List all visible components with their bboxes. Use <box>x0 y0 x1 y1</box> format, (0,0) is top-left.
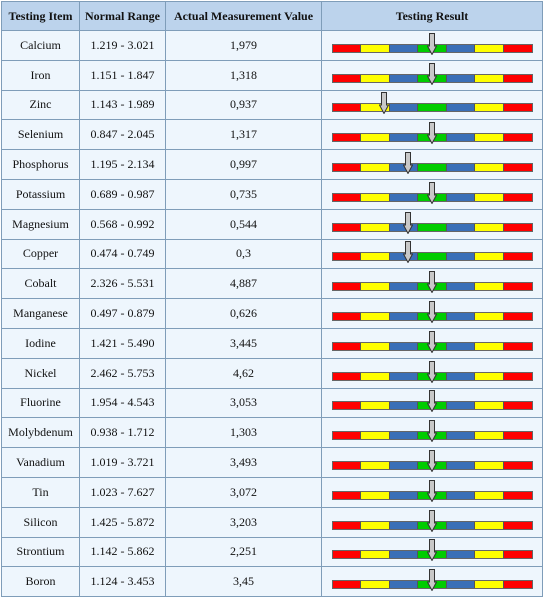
table-row <box>2 537 543 567</box>
measurement-value-cell: 3,053 <box>166 388 322 418</box>
testing-result-cell <box>322 60 543 90</box>
result-scale <box>332 539 533 564</box>
scale-segment <box>503 224 532 231</box>
testing-result-cell <box>322 328 543 358</box>
scale-segment <box>474 522 503 529</box>
scale-segment <box>474 581 503 588</box>
result-scale <box>332 390 533 415</box>
table-row <box>2 209 543 239</box>
table-row <box>2 507 543 537</box>
scale-segment <box>389 343 418 350</box>
scale-segment <box>503 75 532 82</box>
normal-range-cell: 0.938 - 1.712 <box>80 418 166 448</box>
scale-segment <box>474 343 503 350</box>
scale-segment <box>446 522 475 529</box>
table-row <box>2 477 543 507</box>
table-row <box>2 299 543 329</box>
scale-segment <box>446 283 475 290</box>
scale-segment <box>474 194 503 201</box>
results-table-container <box>1 1 542 598</box>
result-scale <box>332 450 533 475</box>
scale-segment <box>474 402 503 409</box>
scale-segment <box>360 283 389 290</box>
testing-item-cell: Cobalt <box>2 269 80 299</box>
scale-segment <box>360 492 389 499</box>
down-arrow-icon <box>427 301 437 323</box>
down-arrow-icon <box>427 271 437 293</box>
normal-range-cell: 0.847 - 2.045 <box>80 120 166 150</box>
scale-segment <box>474 45 503 52</box>
scale-segment <box>389 432 418 439</box>
measurement-value-cell: 2,251 <box>166 537 322 567</box>
measurement-value-cell: 1,317 <box>166 120 322 150</box>
scale-segment <box>389 551 418 558</box>
scale-segment <box>474 373 503 380</box>
measurement-value-cell: 3,45 <box>166 567 322 597</box>
scale-segment <box>503 313 532 320</box>
measurement-value-cell: 4,62 <box>166 358 322 388</box>
measurement-value-cell: 0,735 <box>166 179 322 209</box>
scale-segment <box>360 134 389 141</box>
result-scale <box>332 182 533 207</box>
result-scale <box>332 241 533 266</box>
down-arrow-icon <box>403 212 413 234</box>
scale-segment <box>389 134 418 141</box>
normal-range-cell: 0.474 - 0.749 <box>80 239 166 269</box>
testing-result-cell <box>322 418 543 448</box>
down-arrow-icon <box>427 33 437 55</box>
normal-range-cell: 0.497 - 0.879 <box>80 299 166 329</box>
scale-segment <box>333 45 361 52</box>
scale-segment <box>389 522 418 529</box>
header-testing-result: Testing Result <box>322 2 543 31</box>
scale-segment <box>474 75 503 82</box>
scale-segment <box>446 75 475 82</box>
scale-segment <box>333 224 361 231</box>
scale-segment <box>389 462 418 469</box>
testing-item-cell: Iron <box>2 60 80 90</box>
table-row <box>2 179 543 209</box>
testing-result-cell <box>322 209 543 239</box>
scale-segment <box>503 253 532 260</box>
scale-segment <box>474 492 503 499</box>
result-scale <box>332 33 533 58</box>
testing-item-cell: Molybdenum <box>2 418 80 448</box>
scale-segment <box>503 343 532 350</box>
normal-range-cell: 1.195 - 2.134 <box>80 150 166 180</box>
testing-result-cell <box>322 388 543 418</box>
scale-segment <box>503 164 532 171</box>
scale-segment <box>446 194 475 201</box>
testing-result-cell <box>322 299 543 329</box>
scale-segment <box>446 224 475 231</box>
scale-segment <box>333 402 361 409</box>
measurement-value-cell: 0,626 <box>166 299 322 329</box>
measurement-value-cell: 3,072 <box>166 477 322 507</box>
normal-range-cell: 1.421 - 5.490 <box>80 328 166 358</box>
testing-item-cell: Strontium <box>2 537 80 567</box>
scale-segment <box>474 462 503 469</box>
result-scale <box>332 212 533 237</box>
normal-range-cell: 1.151 - 1.847 <box>80 60 166 90</box>
result-scale <box>332 569 533 594</box>
scale-segment <box>503 283 532 290</box>
testing-result-cell <box>322 31 543 61</box>
testing-result-cell <box>322 448 543 478</box>
scale-segment <box>389 45 418 52</box>
testing-item-cell: Magnesium <box>2 209 80 239</box>
scale-segment <box>474 104 503 111</box>
scale-segment <box>360 313 389 320</box>
header-testing-item: Testing Item <box>2 2 80 31</box>
down-arrow-icon <box>427 510 437 532</box>
table-body <box>2 31 543 597</box>
testing-item-cell: Silicon <box>2 507 80 537</box>
scale-segment <box>446 402 475 409</box>
scale-segment <box>446 492 475 499</box>
scale-segment <box>503 462 532 469</box>
scale-segment <box>333 164 361 171</box>
scale-segment <box>389 313 418 320</box>
scale-segment <box>417 164 446 171</box>
down-arrow-icon <box>379 92 389 114</box>
scale-segment <box>446 581 475 588</box>
scale-segment <box>333 373 361 380</box>
scale-segment <box>360 164 389 171</box>
down-arrow-icon <box>427 450 437 472</box>
normal-range-cell: 1.019 - 3.721 <box>80 448 166 478</box>
scale-segment <box>360 522 389 529</box>
scale-segment <box>333 313 361 320</box>
table-row <box>2 358 543 388</box>
result-scale <box>332 420 533 445</box>
measurement-value-cell: 0,937 <box>166 90 322 120</box>
result-scale-bar <box>332 223 533 232</box>
down-arrow-icon <box>427 361 437 383</box>
table-row <box>2 388 543 418</box>
normal-range-cell: 2.326 - 5.531 <box>80 269 166 299</box>
normal-range-cell: 1.023 - 7.627 <box>80 477 166 507</box>
measurement-value-cell: 1,303 <box>166 418 322 448</box>
scale-segment <box>446 343 475 350</box>
scale-segment <box>474 224 503 231</box>
testing-item-cell: Phosphorus <box>2 150 80 180</box>
down-arrow-icon <box>427 331 437 353</box>
scale-segment <box>446 432 475 439</box>
normal-range-cell: 0.568 - 0.992 <box>80 209 166 239</box>
testing-result-cell <box>322 269 543 299</box>
scale-segment <box>360 75 389 82</box>
scale-segment <box>360 194 389 201</box>
scale-segment <box>333 551 361 558</box>
testing-item-cell: Copper <box>2 239 80 269</box>
table-row <box>2 60 543 90</box>
testing-item-cell: Vanadium <box>2 448 80 478</box>
scale-segment <box>503 492 532 499</box>
scale-segment <box>333 432 361 439</box>
table-row <box>2 120 543 150</box>
scale-segment <box>389 581 418 588</box>
testing-result-cell <box>322 358 543 388</box>
down-arrow-icon <box>427 122 437 144</box>
down-arrow-icon <box>403 152 413 174</box>
measurement-value-cell: 0,997 <box>166 150 322 180</box>
table-row <box>2 150 543 180</box>
testing-result-cell <box>322 239 543 269</box>
table-row <box>2 418 543 448</box>
result-scale <box>332 331 533 356</box>
table-row <box>2 90 543 120</box>
scale-segment <box>360 253 389 260</box>
scale-segment <box>389 402 418 409</box>
result-scale <box>332 301 533 326</box>
result-scale-bar <box>332 252 533 261</box>
testing-item-cell: Boron <box>2 567 80 597</box>
scale-segment <box>446 134 475 141</box>
down-arrow-icon <box>427 63 437 85</box>
scale-segment <box>333 343 361 350</box>
normal-range-cell: 1.219 - 3.021 <box>80 31 166 61</box>
down-arrow-icon <box>427 569 437 591</box>
testing-item-cell: Zinc <box>2 90 80 120</box>
down-arrow-icon <box>427 182 437 204</box>
scale-segment <box>474 283 503 290</box>
scale-segment <box>503 402 532 409</box>
scale-segment <box>333 194 361 201</box>
scale-segment <box>360 343 389 350</box>
scale-segment <box>474 313 503 320</box>
result-scale <box>332 361 533 386</box>
normal-range-cell: 2.462 - 5.753 <box>80 358 166 388</box>
result-scale-bar <box>332 163 533 172</box>
scale-segment <box>360 551 389 558</box>
normal-range-cell: 1.425 - 5.872 <box>80 507 166 537</box>
scale-segment <box>360 373 389 380</box>
scale-segment <box>360 432 389 439</box>
scale-segment <box>333 104 361 111</box>
result-scale <box>332 152 533 177</box>
table-header-row <box>2 2 543 31</box>
measurement-value-cell: 3,493 <box>166 448 322 478</box>
scale-segment <box>333 134 361 141</box>
scale-segment <box>446 462 475 469</box>
scale-segment <box>389 373 418 380</box>
table-row <box>2 269 543 299</box>
scale-segment <box>360 462 389 469</box>
scale-segment <box>417 224 446 231</box>
scale-segment <box>333 462 361 469</box>
result-scale <box>332 480 533 505</box>
scale-segment <box>333 581 361 588</box>
scale-segment <box>333 283 361 290</box>
down-arrow-icon <box>427 480 437 502</box>
table-row <box>2 31 543 61</box>
scale-segment <box>446 313 475 320</box>
testing-result-cell <box>322 120 543 150</box>
normal-range-cell: 0.689 - 0.987 <box>80 179 166 209</box>
measurement-value-cell: 3,445 <box>166 328 322 358</box>
normal-range-cell: 1.142 - 5.862 <box>80 537 166 567</box>
scale-segment <box>503 581 532 588</box>
testing-item-cell: Fluorine <box>2 388 80 418</box>
scale-segment <box>503 194 532 201</box>
scale-segment <box>446 164 475 171</box>
scale-segment <box>503 45 532 52</box>
scale-segment <box>333 492 361 499</box>
scale-segment <box>474 551 503 558</box>
testing-item-cell: Calcium <box>2 31 80 61</box>
scale-segment <box>503 373 532 380</box>
normal-range-cell: 1.124 - 3.453 <box>80 567 166 597</box>
testing-result-cell <box>322 179 543 209</box>
testing-results-table <box>1 1 543 597</box>
scale-segment <box>360 402 389 409</box>
scale-segment <box>446 45 475 52</box>
scale-segment <box>389 104 418 111</box>
testing-item-cell: Manganese <box>2 299 80 329</box>
scale-segment <box>333 522 361 529</box>
scale-segment <box>474 164 503 171</box>
table-row <box>2 239 543 269</box>
table-row <box>2 448 543 478</box>
measurement-value-cell: 4,887 <box>166 269 322 299</box>
header-normal-range: Normal Range <box>80 2 166 31</box>
scale-segment <box>503 522 532 529</box>
measurement-value-cell: 1,979 <box>166 31 322 61</box>
testing-result-cell <box>322 507 543 537</box>
scale-segment <box>417 253 446 260</box>
normal-range-cell: 1.143 - 1.989 <box>80 90 166 120</box>
testing-result-cell <box>322 477 543 507</box>
result-scale <box>332 63 533 88</box>
table-row <box>2 328 543 358</box>
testing-item-cell: Selenium <box>2 120 80 150</box>
scale-segment <box>360 581 389 588</box>
testing-item-cell: Iodine <box>2 328 80 358</box>
down-arrow-icon <box>427 390 437 412</box>
measurement-value-cell: 1,318 <box>166 60 322 90</box>
testing-result-cell <box>322 90 543 120</box>
result-scale <box>332 92 533 117</box>
down-arrow-icon <box>403 241 413 263</box>
scale-segment <box>360 224 389 231</box>
scale-segment <box>474 432 503 439</box>
scale-segment <box>446 551 475 558</box>
result-scale <box>332 510 533 535</box>
scale-segment <box>333 253 361 260</box>
scale-segment <box>389 283 418 290</box>
scale-segment <box>503 432 532 439</box>
scale-segment <box>389 194 418 201</box>
scale-segment <box>503 134 532 141</box>
scale-segment <box>360 45 389 52</box>
measurement-value-cell: 3,203 <box>166 507 322 537</box>
header-actual-value: Actual Measurement Value <box>166 2 322 31</box>
down-arrow-icon <box>427 539 437 561</box>
scale-segment <box>446 373 475 380</box>
table-row <box>2 567 543 597</box>
down-arrow-icon <box>427 420 437 442</box>
scale-segment <box>503 551 532 558</box>
result-scale-bar <box>332 103 533 112</box>
normal-range-cell: 1.954 - 4.543 <box>80 388 166 418</box>
measurement-value-cell: 0,3 <box>166 239 322 269</box>
scale-segment <box>333 75 361 82</box>
scale-segment <box>474 134 503 141</box>
testing-item-cell: Tin <box>2 477 80 507</box>
result-scale <box>332 122 533 147</box>
scale-segment <box>389 75 418 82</box>
measurement-value-cell: 0,544 <box>166 209 322 239</box>
scale-segment <box>446 104 475 111</box>
scale-segment <box>503 104 532 111</box>
scale-segment <box>446 253 475 260</box>
scale-segment <box>474 253 503 260</box>
testing-result-cell <box>322 537 543 567</box>
testing-result-cell <box>322 567 543 597</box>
testing-item-cell: Nickel <box>2 358 80 388</box>
testing-result-cell <box>322 150 543 180</box>
testing-item-cell: Potassium <box>2 179 80 209</box>
scale-segment <box>417 104 446 111</box>
result-scale <box>332 271 533 296</box>
scale-segment <box>389 492 418 499</box>
